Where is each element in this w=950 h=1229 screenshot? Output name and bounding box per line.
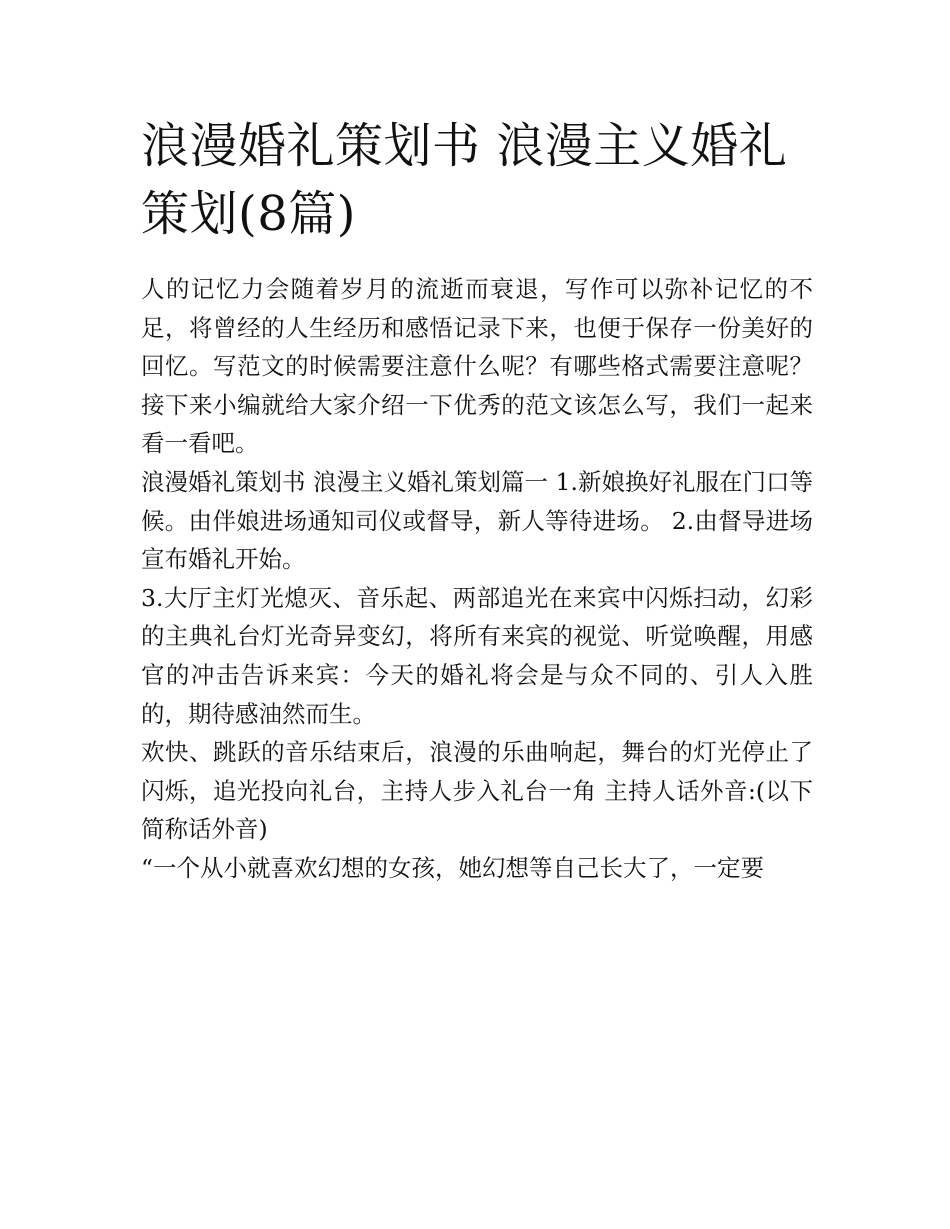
paragraph-voiceover: “一个从小就喜欢幻想的女孩，她幻想等自己长大了，一定要 <box>141 853 765 882</box>
paragraph-music: 欢快、跳跃的音乐结束后，浪漫的乐曲响起，舞台的灯光停止了闪烁，追光投向礼台，主持人步入礼台一角 主持人话外音:(以下简称话外音) <box>141 738 813 844</box>
paragraph-lighting: 3.大厅主灯光熄灭、音乐起、两部追光在来宾中闪烁扫动，幻彩的主典礼台灯光奇异变幻，将所有来宾的视觉、听觉唤醒，用感官的冲击告诉来宾：今天的婚礼将会是与众不同的、引人入胜的，期待感油然而生。 <box>141 583 813 728</box>
document-body <box>141 112 813 888</box>
document-title: 浪漫婚礼策划书 浪漫主义婚礼策划(8篇) <box>141 118 788 242</box>
paragraph-section-one: 浪漫婚礼策划书 浪漫主义婚礼策划篇一 1.新娘换好礼服在门口等候。由伴娘进场通知司仪或督导，新人等待进场。 2.由督导进场宣布婚礼开始。 <box>141 467 813 574</box>
paragraph-intro: 人的记忆力会随着岁月的流逝而衰退，写作可以弥补记忆的不足，将曾经的人生经历和感悟记录下来，也便于保存一份美好的回忆。写范文的时候需要注意什么呢？有哪些格式需要注意呢？接下来小编就给大家介绍一下优秀的范文该怎么写，我们一起来看一看吧。 <box>141 275 813 458</box>
